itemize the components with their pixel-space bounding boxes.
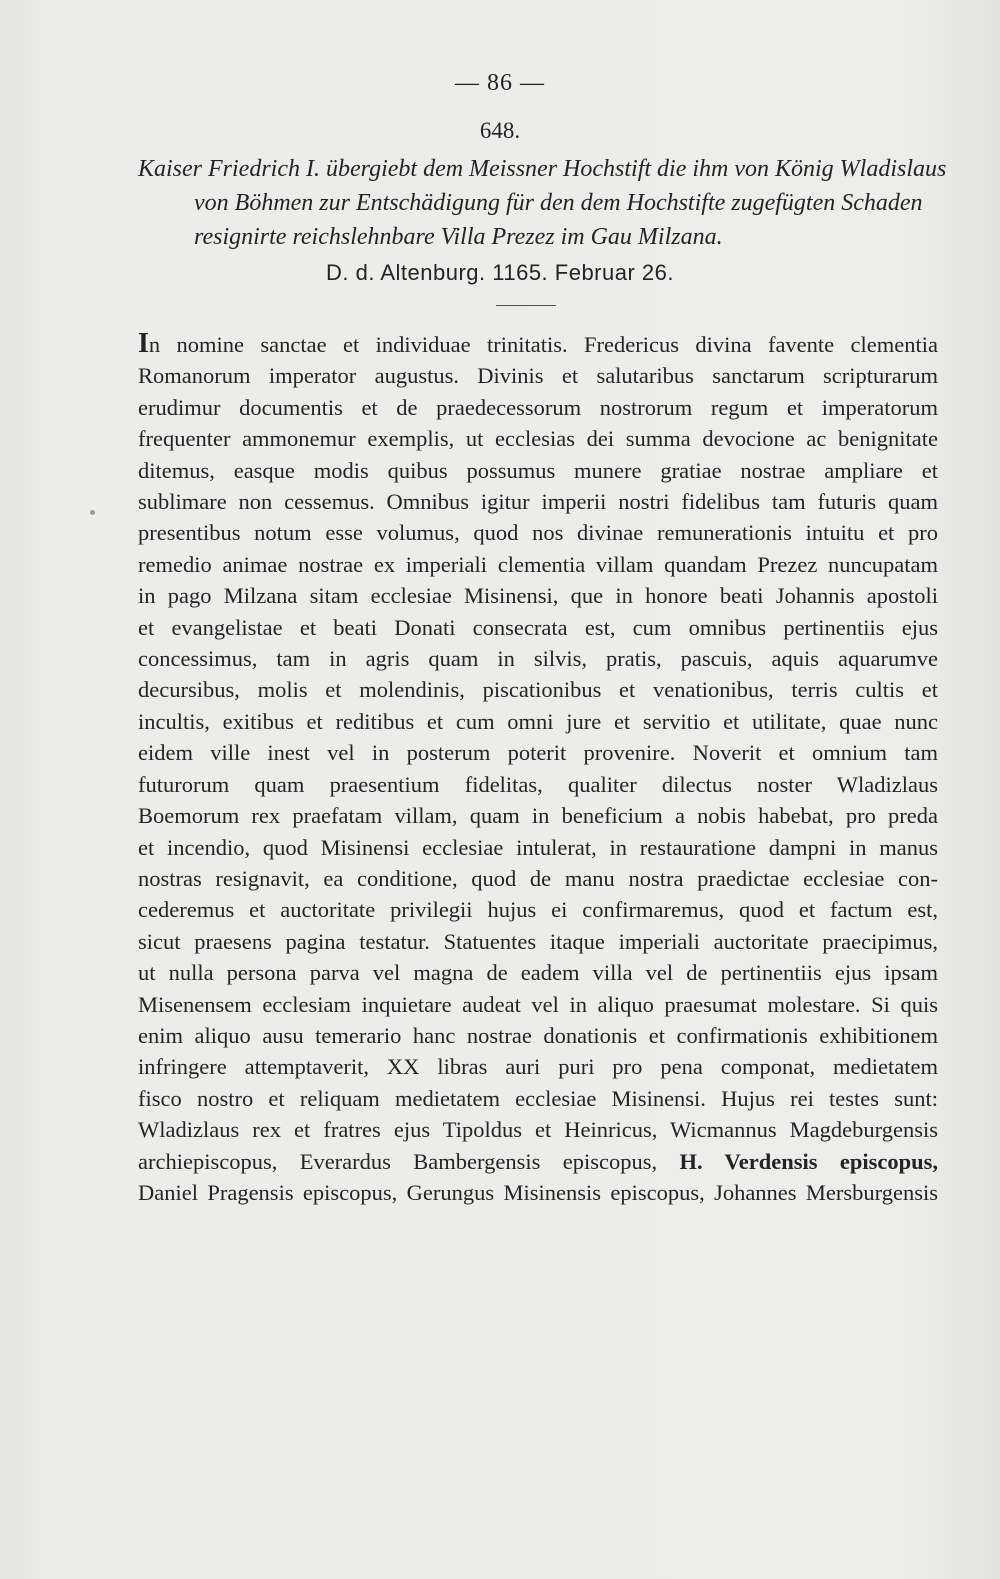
text-line: presentibus notum esse volumus, quod nos divinae remunerationis intuitu et pro [138, 520, 938, 546]
text-line: ditemus, easque modis quibus possumus munere gratiae nostrae ampliare et [138, 457, 938, 483]
text-line: enim aliquo ausu temerario hanc nostrae donationis et confirmationis exhibitionem [138, 1022, 938, 1048]
text-line-content: n nomine sanctae et individuae trinitatis. Fredericus divina favente clementia [148, 332, 938, 357]
text-line: et incendio, quod Misinensi ecclesiae intulerat, in restauratione dampni in manus [138, 834, 938, 860]
text-line [138, 1146, 938, 1177]
bold-witness-name: H. Verdensis episcopus, [679, 1148, 938, 1174]
text-line: fisco nostro et reliquam medietatem ecclesiae Misinensi. Hujus rei testes sunt: [138, 1085, 938, 1111]
text-line: incultis, exitibus et reditibus et cum omni jure et servitio et utilitate, quae nunc [138, 708, 938, 734]
text-line: ut nulla persona parva vel magna de eadem villa vel de pertinentiis ejus ipsam [138, 960, 938, 986]
text-line [138, 328, 938, 360]
text-line: Romanorum imperator augustus. Divinis et salutaribus sanctarum scripturarum [138, 363, 938, 389]
text-line: Daniel Pragensis episcopus, Gerungus Misinensis episcopus, Johannes Mersburgensis [138, 1179, 938, 1205]
text-line: nostras resignavit, ea conditione, quod de manu nostra praedictae ecclesiae con- [138, 865, 938, 891]
summary-line: resignirte reichslehnbare Villa Prezez im Gau Milzana. [194, 224, 723, 250]
dateline: D. d. Altenburg. 1165. Februar 26. [325, 260, 675, 285]
initial-letter: I [138, 328, 149, 359]
charter-text [138, 328, 938, 1208]
text-line: concessimus, tam in agris quam in silvis, pratis, pascuis, aquis aquarumve [138, 646, 938, 672]
text-line: remedio animae nostrae ex imperiali clementia villam quandam Prezez nuncupatam [138, 551, 938, 577]
text-line: Wladizlaus rex et fratres ejus Tipoldus et Heinricus, Wicmannus Magdeburgensis [138, 1117, 938, 1143]
text-line: infringere attemptaverit, XX libras auri puri pro pena componat, medietatem [138, 1054, 938, 1080]
text-line: in pago Milzana sitam ecclesiae Misinensi, que in honore beati Johannis apostoli [138, 583, 938, 609]
summary-line: Kaiser Friedrich I. übergiebt dem Meissner Hochstift die ihm von König Wladislaus [138, 156, 947, 182]
document-number: 648. [479, 118, 521, 143]
paper-speck [90, 510, 95, 515]
text-line: futurorum quam praesentium fidelitas, qualiter dilectus noster Wladizlaus [138, 771, 938, 797]
text-line: eidem ville inest vel in posterum poterit provenire. Noverit et omnium tam [138, 740, 938, 766]
page-number: — 86 — [455, 70, 545, 96]
text-line: cederemus et auctoritate privilegii hujus ei confirmaremus, quod et factum est, [138, 897, 938, 923]
document-summary [138, 152, 947, 254]
text-line: Boemorum rex praefatam villam, quam in beneficium a nobis habebat, pro preda [138, 803, 938, 829]
text-line: frequenter ammonemur exemplis, ut ecclesias dei summa devocione ac benignitate [138, 426, 938, 452]
separator-rule [496, 305, 556, 306]
text-line-content: archiepiscopus, Everardus Bambergensis episcopus, [138, 1148, 658, 1174]
text-line: sublimare non cessemus. Omnibus igitur imperii nostri fidelibus tam futuris quam [138, 489, 938, 515]
summary-line: von Böhmen zur Entschädigung für den dem Hochstifte zugefügten Schaden [194, 190, 923, 216]
text-line: erudimur documentis et de praedecessorum nostrorum regum et imperatorum [138, 394, 938, 420]
text-line: Misenensem ecclesiam inquietare audeat vel in aliquo praesumat molestare. Si quis [138, 991, 938, 1017]
text-line: et evangelistae et beati Donati consecrata est, cum omnibus pertinentiis ejus [138, 614, 938, 640]
text-line: decursibus, molis et molendinis, piscationibus et venationibus, terris cultis et [138, 677, 938, 703]
text-line: sicut praesens pagina testatur. Statuentes itaque imperiali auctoritate praecipimus, [138, 928, 938, 954]
